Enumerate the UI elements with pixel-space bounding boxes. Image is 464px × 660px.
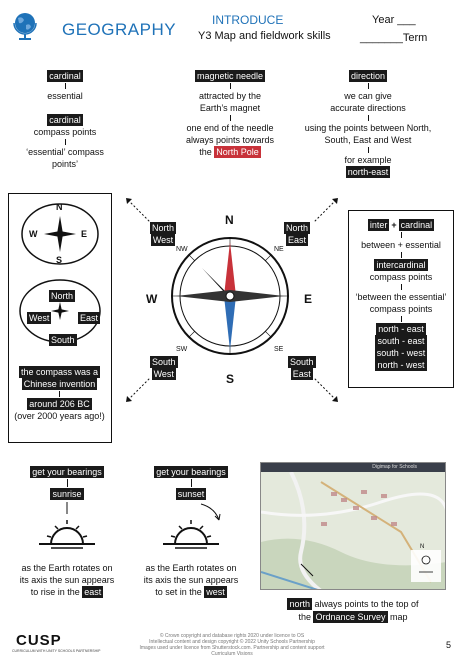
east-dir: east [84,587,102,597]
years-ago-text: (over 2000 years ago!) [14,411,105,421]
compass-points-text-3: compass points [369,304,433,314]
compass-ne-label: NE [274,246,284,253]
cusp-logo-sub: CURRICULUM WITH UNITY SCHOOLS PARTNERSHIP [12,649,101,653]
between-essential-text: between + essential [361,240,441,250]
using-text-2: South, East and West [324,135,412,145]
page-number: 5 [446,640,452,650]
compass-west-letter: W [146,292,158,306]
cusp-logo: CUSP [16,632,62,649]
direction-term: direction [350,71,386,81]
sunset-desc-2: its axis the sun appears [143,575,239,585]
cardinal-compass-box [8,193,112,443]
using-text: using the points between North, [304,123,432,133]
map-toolbar: Digimap for Schools [261,463,445,472]
essential-compass-text-2: points’ [51,159,78,169]
ordnance-survey-term: Ordnance Survey [315,612,386,622]
map-desc: always points to the top of [314,599,419,609]
intercardinal-box [348,210,454,388]
give-text-2: accurate directions [330,103,406,113]
compass-south-letter: S [226,372,235,386]
essential-text: essential [47,91,83,101]
west-dir: west [206,587,225,597]
north-term: north [289,599,310,609]
copyright-line-2: Intellectual content and design copyright © 2022 Unity Schools Partnership [149,639,315,645]
north-pole-term: North Pole [216,147,259,157]
compass-sw-label: SW [176,346,188,353]
sunset-desc: as the Earth rotates on [145,563,237,573]
sunrise-desc-3: to rise in the [30,587,80,597]
sunrise-desc: as the Earth rotates on [21,563,113,573]
cardinal-term-2: cardinal [49,115,81,125]
se-term: south - east [377,336,425,346]
globe-icon [10,10,40,42]
copyright-line-3: Images used under licence from Shutterstock.com. Partnership and content support Curriculum Visions [139,645,325,657]
compass-n-label: N [56,202,63,212]
subject-title: GEOGRAPHY [62,20,177,39]
needle-text-2: always points towards [185,135,275,145]
nw-term: north - west [377,360,425,370]
chinese-text-2: Chinese invention [23,379,96,389]
sw-term: south - west [376,348,426,358]
north-word: North [51,291,74,301]
direction-definition [300,70,436,178]
sunrise-desc-2: its axis the sun appears [19,575,115,585]
around-date: around 206 BC [29,399,90,409]
magnetic-needle-definition [160,70,300,158]
year-label: Year ___ [372,14,416,26]
sunset-panel [132,466,250,598]
the-text: the [199,147,212,157]
cardinal-term: cardinal [49,71,81,81]
north-west-word-2: West [152,235,174,245]
compass-e-label: E [81,229,88,239]
unit-title: Y3 Map and fieldwork skills [198,30,331,42]
give-text: we can give [344,91,392,101]
south-west-word-2: West [153,369,174,379]
map-desc-2: the [298,612,311,622]
cardinal-definition [10,70,120,170]
compass-points-text-2: compass points [369,272,433,282]
intercardinal-term: intercardinal [376,260,426,270]
compass-s-label: S [56,255,63,265]
compass-north-letter: N [225,213,234,227]
south-word: South [51,335,75,345]
south-east-word-1: South [290,357,314,367]
sunset-term: sunset [177,489,205,499]
south-east-word-2: East [292,369,311,379]
chinese-text: the compass was a [20,367,99,377]
plus-sign: + [391,220,397,230]
north-east-term: north-east [347,167,389,177]
compass-points-text: compass points [33,127,97,137]
sunset-desc-3: to set in the [155,587,202,597]
sunrise-icon [27,500,107,562]
north-east-word-2: East [288,235,307,245]
introduce-label: INTRODUCE [212,13,284,27]
magnetic-needle-term: magnetic needle [196,71,264,81]
map-desc-3: map [390,612,408,622]
sunrise-panel [8,466,126,598]
chinese-invention-note [9,366,110,422]
north-west-word-1: North [152,223,175,233]
bearings-term: get your bearings [32,467,102,477]
south-west-word-1: South [152,357,176,367]
os-map-image [260,462,446,590]
compass-se-label: SE [274,346,284,353]
copyright-block [132,633,332,657]
compass-w-label: W [29,229,38,239]
attracted-text: attracted by the [198,91,262,101]
map-caption [260,598,446,624]
between-the-essential-text: ‘between the essential’ [355,292,447,302]
ne-term: north - east [378,324,424,334]
west-word: West [29,313,50,323]
map-drawing [261,472,446,590]
north-east-word-1: North [286,223,309,233]
diagonal-arrows [118,190,346,410]
east-word: East [80,313,99,323]
needle-text: one end of the needle [186,123,274,133]
example-text: for example [344,155,392,165]
compass-nw-label: NW [176,246,188,253]
sunset-icon [151,500,231,562]
compass-east-letter: E [304,292,313,306]
sunrise-term: sunrise [52,489,82,499]
essential-compass-text: ‘essential’ compass [26,147,104,157]
inter-term: inter [369,220,388,230]
term-label: _______Term [360,32,428,44]
copyright-line-1: © Crown copyright and database rights 2020 under licence to OS [159,633,305,639]
cardinal-term-3: cardinal [400,220,433,230]
bearings-term-2: get your bearings [156,467,226,477]
attracted-text-2: Earth’s magnet [199,103,261,113]
map-north-letter: N [420,544,425,550]
